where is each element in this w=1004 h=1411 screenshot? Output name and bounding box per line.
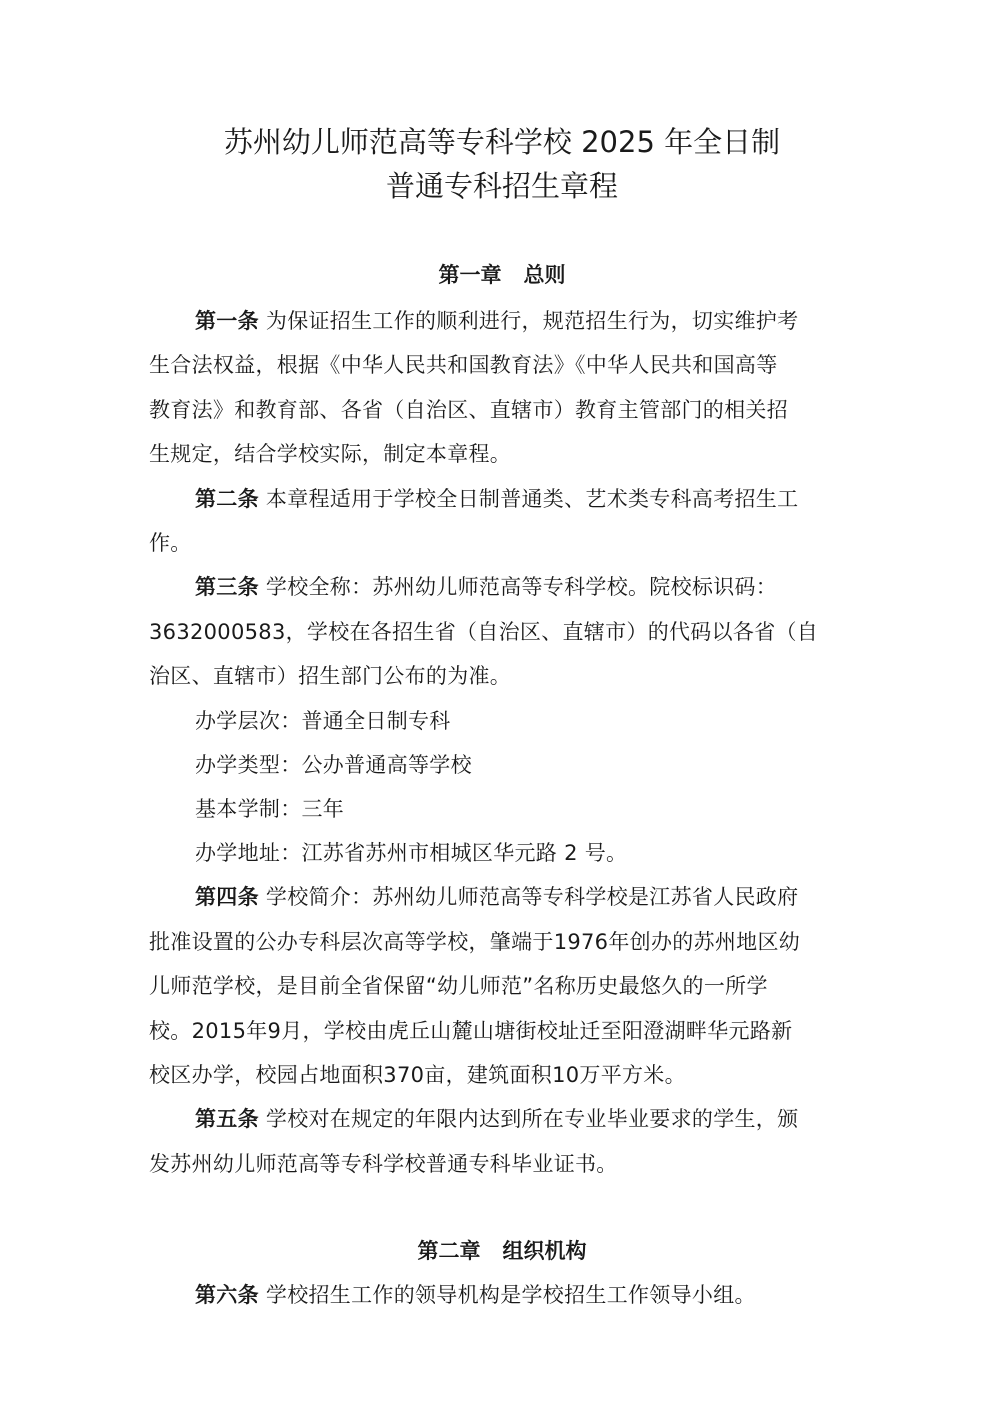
article-label: 第二条 (195, 487, 259, 511)
chapter-number: 第二章 (417, 1239, 481, 1263)
article-5-line-2: 发苏州幼儿师范高等专科学校普通专科毕业证书。 (149, 1152, 618, 1176)
detail-duration (195, 794, 344, 824)
detail-value: 普通全日制专科 (301, 709, 451, 733)
detail-key: 办学类型： (195, 753, 302, 777)
article-1-line-1: 第一条 为保证招生工作的顺利进行，规范招生行为，切实维护考 (195, 309, 799, 333)
article-4-line-4: 校。2015年9月，学校由虎丘山麓山塘街校址迁至阳澄湖畔华元路新 (149, 1019, 793, 1043)
article-3-line-1: 第三条 学校全称：苏州幼儿师范高等专科学校。院校标识码： (195, 575, 778, 599)
detail-address (195, 838, 627, 868)
article-5-line-1: 第五条 学校对在规定的年限内达到所在专业毕业要求的学生，颁 (195, 1107, 799, 1131)
article-4-line-5: 校区办学，校园占地面积370亩，建筑面积10万平方米。 (149, 1063, 686, 1087)
article-3-line-3: 治区、直辖市）招生部门公布的为准。 (149, 664, 512, 688)
document-title-line-1: 苏州幼儿师范高等专科学校 2025 年全日制 (223, 125, 781, 159)
detail-key: 基本学制： (195, 797, 302, 821)
article-1-line-3: 教育法》和教育部、各省（自治区、直辖市）教育主管部门的相关招 (149, 398, 788, 422)
article-4-line-1: 第四条 学校简介：苏州幼儿师范高等专科学校是江苏省人民政府 (195, 885, 799, 909)
detail-value: 江苏省苏州市相城区华元路 2 号。 (301, 841, 628, 865)
article-4-line-3: 儿师范学校，是目前全省保留“幼儿师范”名称历史最悠久的一所学 (149, 974, 768, 998)
article-label: 第五条 (195, 1107, 259, 1131)
article-1-line-4: 生规定，结合学校实际，制定本章程。 (149, 442, 512, 466)
article-3-line-2: 3632000583，学校在各招生省（自治区、直辖市）的代码以各省（自 (149, 620, 819, 644)
detail-school-type (195, 750, 472, 780)
detail-value: 公办普通高等学校 (301, 753, 472, 777)
detail-key: 办学层次： (195, 709, 302, 733)
article-label: 第三条 (195, 575, 259, 599)
chapter-name: 总则 (523, 263, 566, 287)
document-title-line-2: 普通专科招生章程 (385, 169, 618, 203)
article-6-line-1: 第六条 学校招生工作的领导机构是学校招生工作领导小组。 (195, 1283, 756, 1307)
article-2-line-2: 作。 (149, 531, 192, 555)
article-4-line-2: 批准设置的公办专科层次高等学校，肇端于1976年创办的苏州地区幼 (149, 930, 801, 954)
detail-education-level (195, 706, 451, 736)
article-label: 第四条 (195, 885, 259, 909)
article-2-line-1: 第二条 本章程适用于学校全日制普通类、艺术类专科高考招生工 (195, 487, 799, 511)
article-label: 第一条 (195, 309, 259, 333)
chapter-heading-2 (0, 1236, 1004, 1266)
chapter-number: 第一章 (438, 263, 502, 287)
article-1-line-2: 生合法权益，根据《中华人民共和国教育法》《中华人民共和国高等 (149, 353, 778, 377)
detail-value: 三年 (301, 797, 345, 821)
article-label: 第六条 (195, 1283, 259, 1307)
detail-key: 办学地址： (195, 841, 302, 865)
chapter-name: 组织机构 (502, 1239, 587, 1263)
chapter-heading-1 (0, 260, 1004, 290)
